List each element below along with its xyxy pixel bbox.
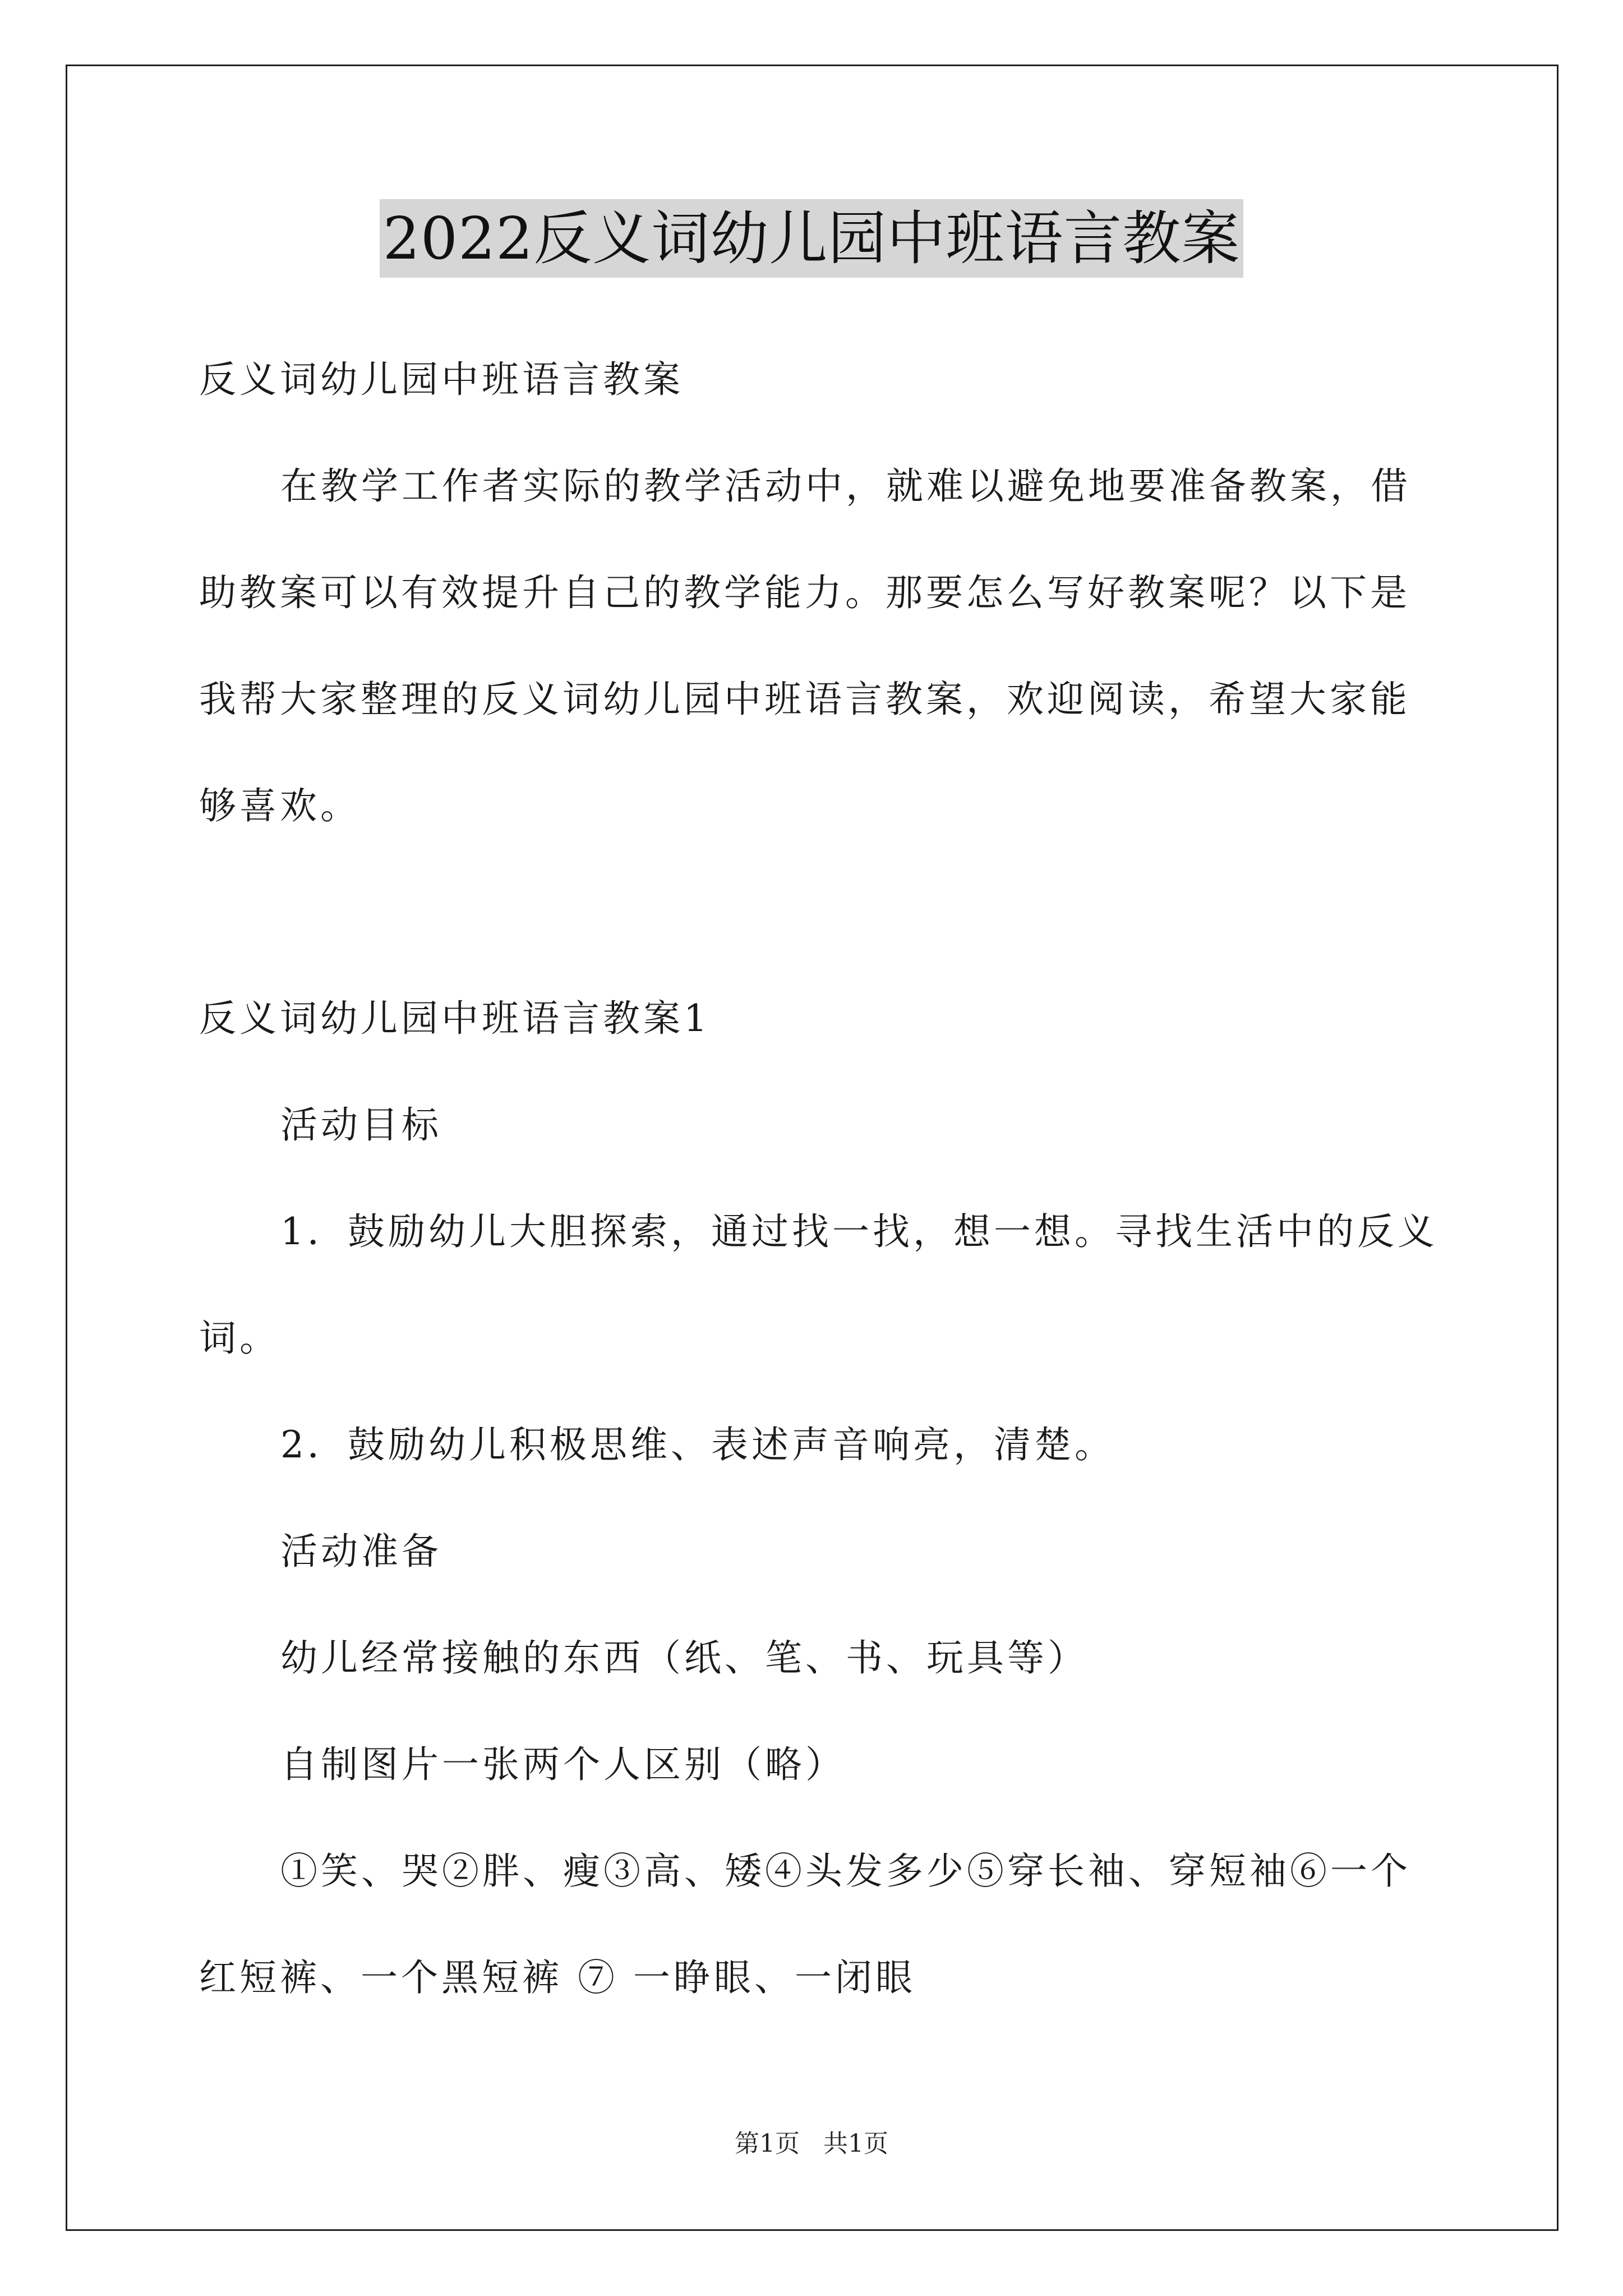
page-total: 共1页	[823, 2129, 888, 2158]
goal-1-line-2: 词。	[199, 1317, 280, 1360]
goal-1-line-1: 1．鼓励幼儿大胆探索，通过找一找，想一想。寻找生活中的反义	[280, 1210, 1438, 1253]
intro-line-2: 助教案可以有效提升自己的教学能力。那要怎么写好教案呢？以下是	[199, 571, 1410, 614]
differences-line-1: ①笑、哭②胖、瘦③高、矮④头发多少⑤穿长袖、穿短袖⑥一个	[280, 1849, 1411, 1893]
page-footer	[0, 2127, 1623, 2161]
preparation-heading: 活动准备	[280, 1530, 442, 1573]
preparation-item-2: 自制图片一张两个人区别（略）	[280, 1743, 846, 1786]
goals-heading: 活动目标	[280, 1103, 442, 1147]
document-title: 2022反义词幼儿园中班语言教案	[380, 199, 1244, 278]
differences-line-2: 红短裤、一个黑短裤 ⑦ 一睁眼、一闭眼	[199, 1956, 916, 1999]
intro-line-1: 在教学工作者实际的教学活动中，就难以避免地要准备教案，借	[280, 464, 1411, 508]
title-container	[0, 199, 1623, 278]
goal-2: 2．鼓励幼儿积极思维、表述声音响亮，清楚。	[280, 1423, 1115, 1466]
preparation-item-1: 幼儿经常接触的东西（纸、笔、书、玩具等）	[280, 1636, 1088, 1680]
page-number: 第1页	[735, 2129, 800, 2158]
subtitle-line: 反义词幼儿园中班语言教案	[199, 358, 684, 401]
intro-line-4: 够喜欢。	[199, 784, 361, 827]
section-heading: 反义词幼儿园中班语言教案1	[199, 997, 711, 1040]
intro-line-3: 我帮大家整理的反义词幼儿园中班语言教案，欢迎阅读，希望大家能	[199, 678, 1410, 721]
